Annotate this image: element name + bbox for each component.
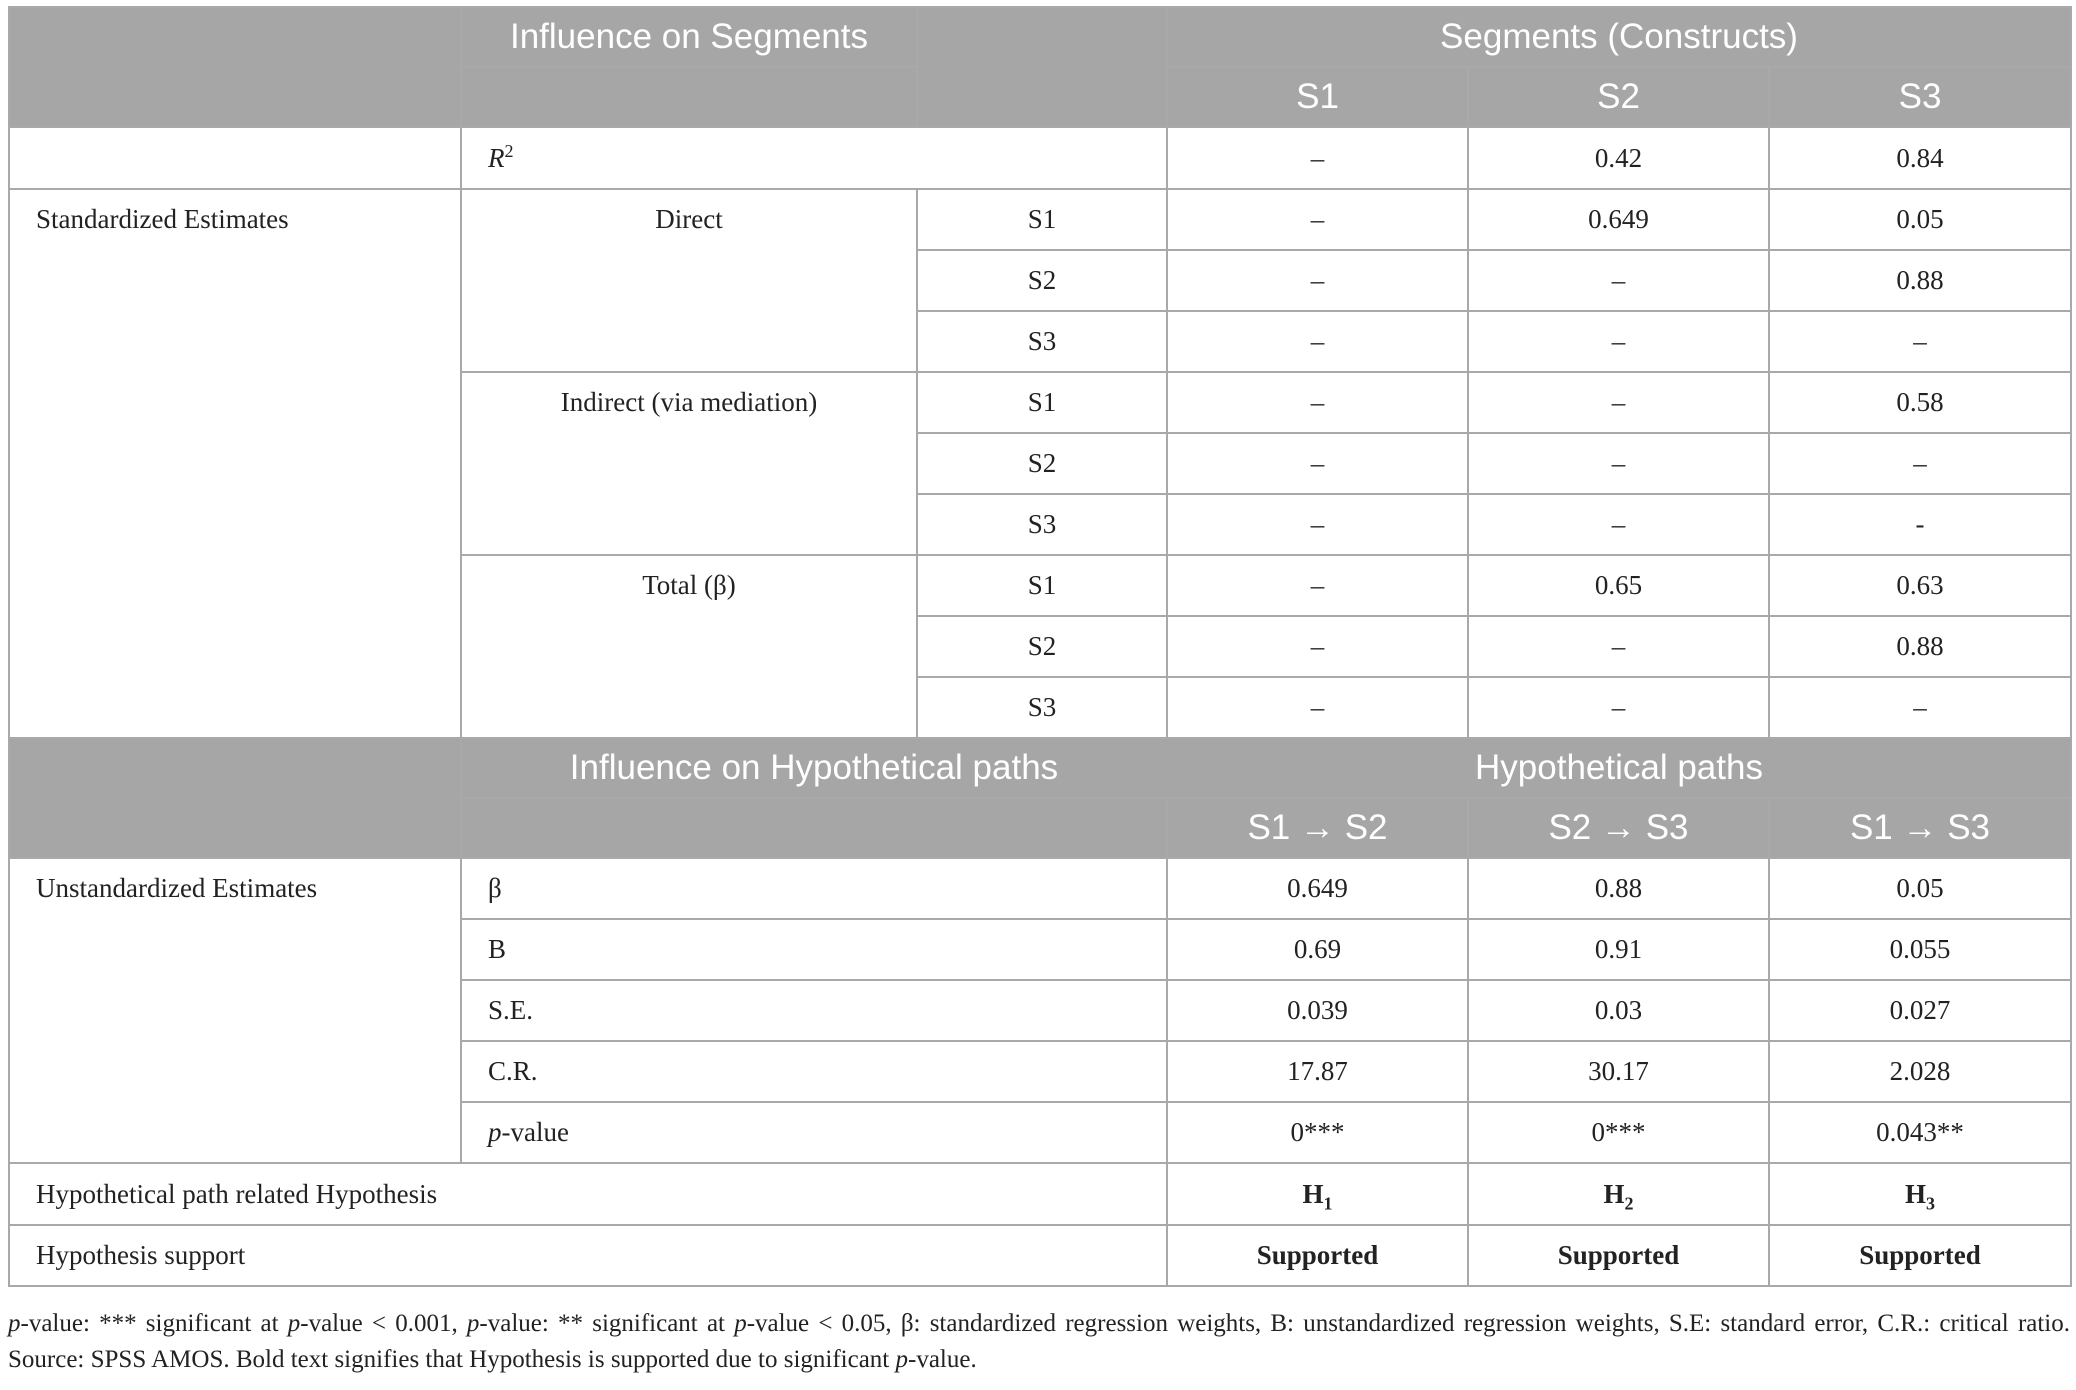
col-header-s2: S2 [1468, 67, 1769, 127]
table-cell: – [1167, 494, 1468, 555]
table-cell: 0.05 [1769, 858, 2071, 919]
table-cell: – [1769, 433, 2071, 494]
results-table-container [8, 6, 2070, 1287]
empty-cell [9, 127, 461, 189]
support-label: Hypothesis support [9, 1225, 1167, 1286]
table-cell: - [1769, 494, 2071, 555]
support-cell: Supported [1167, 1225, 1468, 1286]
table-cell: 0.03 [1468, 980, 1769, 1041]
stat-label: C.R. [461, 1041, 1167, 1102]
col-header-s3: S3 [1769, 67, 2071, 127]
table-cell: – [1468, 250, 1769, 311]
header-blank-cell [9, 738, 461, 858]
stat-label: S.E. [461, 980, 1167, 1041]
table-cell: 0.88 [1769, 616, 2071, 677]
r2-label: $R^2$ [461, 127, 1167, 189]
table-cell: – [1167, 250, 1468, 311]
table-cell: 0.63 [1769, 555, 2071, 616]
col-header-path-1: S1 → S2 [1167, 798, 1468, 858]
segment-label: S1 [917, 372, 1167, 433]
stat-label: p-value [461, 1102, 1167, 1163]
segment-label: S2 [917, 250, 1167, 311]
hypothesis-row [9, 1163, 2071, 1225]
table-cell: – [1167, 372, 1468, 433]
table-cell: 0.039 [1167, 980, 1468, 1041]
table-cell: – [1468, 677, 1769, 738]
group-label-total: Total (β) [461, 555, 917, 738]
header-blank-cell [9, 7, 461, 127]
hypothesis-cell: $H_1$ [1167, 1163, 1468, 1225]
hypothetical-paths-header: Hypothetical paths [1167, 738, 2071, 798]
segment-label: S1 [917, 555, 1167, 616]
table-cell: – [1167, 127, 1468, 189]
table-cell: – [1468, 311, 1769, 372]
header-blank-cell [461, 798, 1167, 858]
table-cell: 0.84 [1769, 127, 2071, 189]
table-cell: 0.91 [1468, 919, 1769, 980]
header-row-3 [9, 738, 2071, 798]
header-blank-cell [917, 7, 1167, 127]
stat-label: β [461, 858, 1167, 919]
table-cell: 0.649 [1468, 189, 1769, 250]
table-cell: – [1468, 433, 1769, 494]
support-cell: Supported [1468, 1225, 1769, 1286]
group-label-direct: Direct [461, 189, 917, 372]
table-cell: 0*** [1167, 1102, 1468, 1163]
table-cell: – [1468, 616, 1769, 677]
header-blank-cell [461, 67, 917, 127]
table-cell: – [1468, 372, 1769, 433]
segment-label: S2 [917, 616, 1167, 677]
segment-label: S3 [917, 677, 1167, 738]
hypothesis-label: Hypothetical path related Hypothesis [9, 1163, 1167, 1225]
table-cell: 0.649 [1167, 858, 1468, 919]
col-header-path-2: S2 → S3 [1468, 798, 1769, 858]
table-cell: 30.17 [1468, 1041, 1769, 1102]
table-cell: – [1769, 677, 2071, 738]
segment-label: S2 [917, 433, 1167, 494]
table-cell: – [1167, 555, 1468, 616]
table-cell: – [1167, 311, 1468, 372]
table-footnote: p-value: *** significant at p-value < 0.001, p-value: ** significant at p-value < 0.05, β: standardized regression weights, B: unstandardized regression weights, S.E: standard error, C.R.: critical ratio. Source: SPSS AMOS. Bold text signifies that Hypothesis is supported due to significant p-value. [8, 1310, 2071, 1373]
influence-paths-header: Influence on Hypothetical paths [461, 738, 1167, 798]
stat-label: B [461, 919, 1167, 980]
r2-row [9, 127, 2071, 189]
table-cell: – [1167, 433, 1468, 494]
table-cell: 0.65 [1468, 555, 1769, 616]
table-cell: 0.88 [1769, 250, 2071, 311]
table-cell: 0.043** [1769, 1102, 2071, 1163]
table-cell: – [1167, 616, 1468, 677]
segments-constructs-header: Segments (Constructs) [1167, 7, 2071, 67]
table-cell: 0.055 [1769, 919, 2071, 980]
hypothesis-cell: $H_2$ [1468, 1163, 1769, 1225]
support-cell: Supported [1769, 1225, 2071, 1286]
table-cell: – [1468, 494, 1769, 555]
table-row [9, 189, 2071, 250]
support-row [9, 1225, 2071, 1286]
group-label-indirect: Indirect (via mediation) [461, 372, 917, 555]
hypothesis-cell: $H_3$ [1769, 1163, 2071, 1225]
table-cell: 0.69 [1167, 919, 1468, 980]
table-cell: – [1769, 311, 2071, 372]
table-cell: 17.87 [1167, 1041, 1468, 1102]
standardized-estimates-label: Standardized Estimates [9, 189, 461, 738]
table-cell: 0.88 [1468, 858, 1769, 919]
unstandardized-estimates-label: Unstandardized Estimates [9, 858, 461, 1163]
table-cell: 0.027 [1769, 980, 2071, 1041]
header-row-1 [9, 7, 2071, 67]
col-header-path-3: S1 → S3 [1769, 798, 2071, 858]
table-cell: 0.58 [1769, 372, 2071, 433]
segment-label: S3 [917, 311, 1167, 372]
segment-label: S1 [917, 189, 1167, 250]
table-cell: 0.05 [1769, 189, 2071, 250]
results-table [8, 6, 2072, 1287]
table-cell: 0.42 [1468, 127, 1769, 189]
influence-segments-header: Influence on Segments [461, 7, 917, 67]
table-cell: 0*** [1468, 1102, 1769, 1163]
table-cell: 2.028 [1769, 1041, 2071, 1102]
table-cell: – [1167, 677, 1468, 738]
table-row [9, 858, 2071, 919]
col-header-s1: S1 [1167, 67, 1468, 127]
table-cell: – [1167, 189, 1468, 250]
segment-label: S3 [917, 494, 1167, 555]
